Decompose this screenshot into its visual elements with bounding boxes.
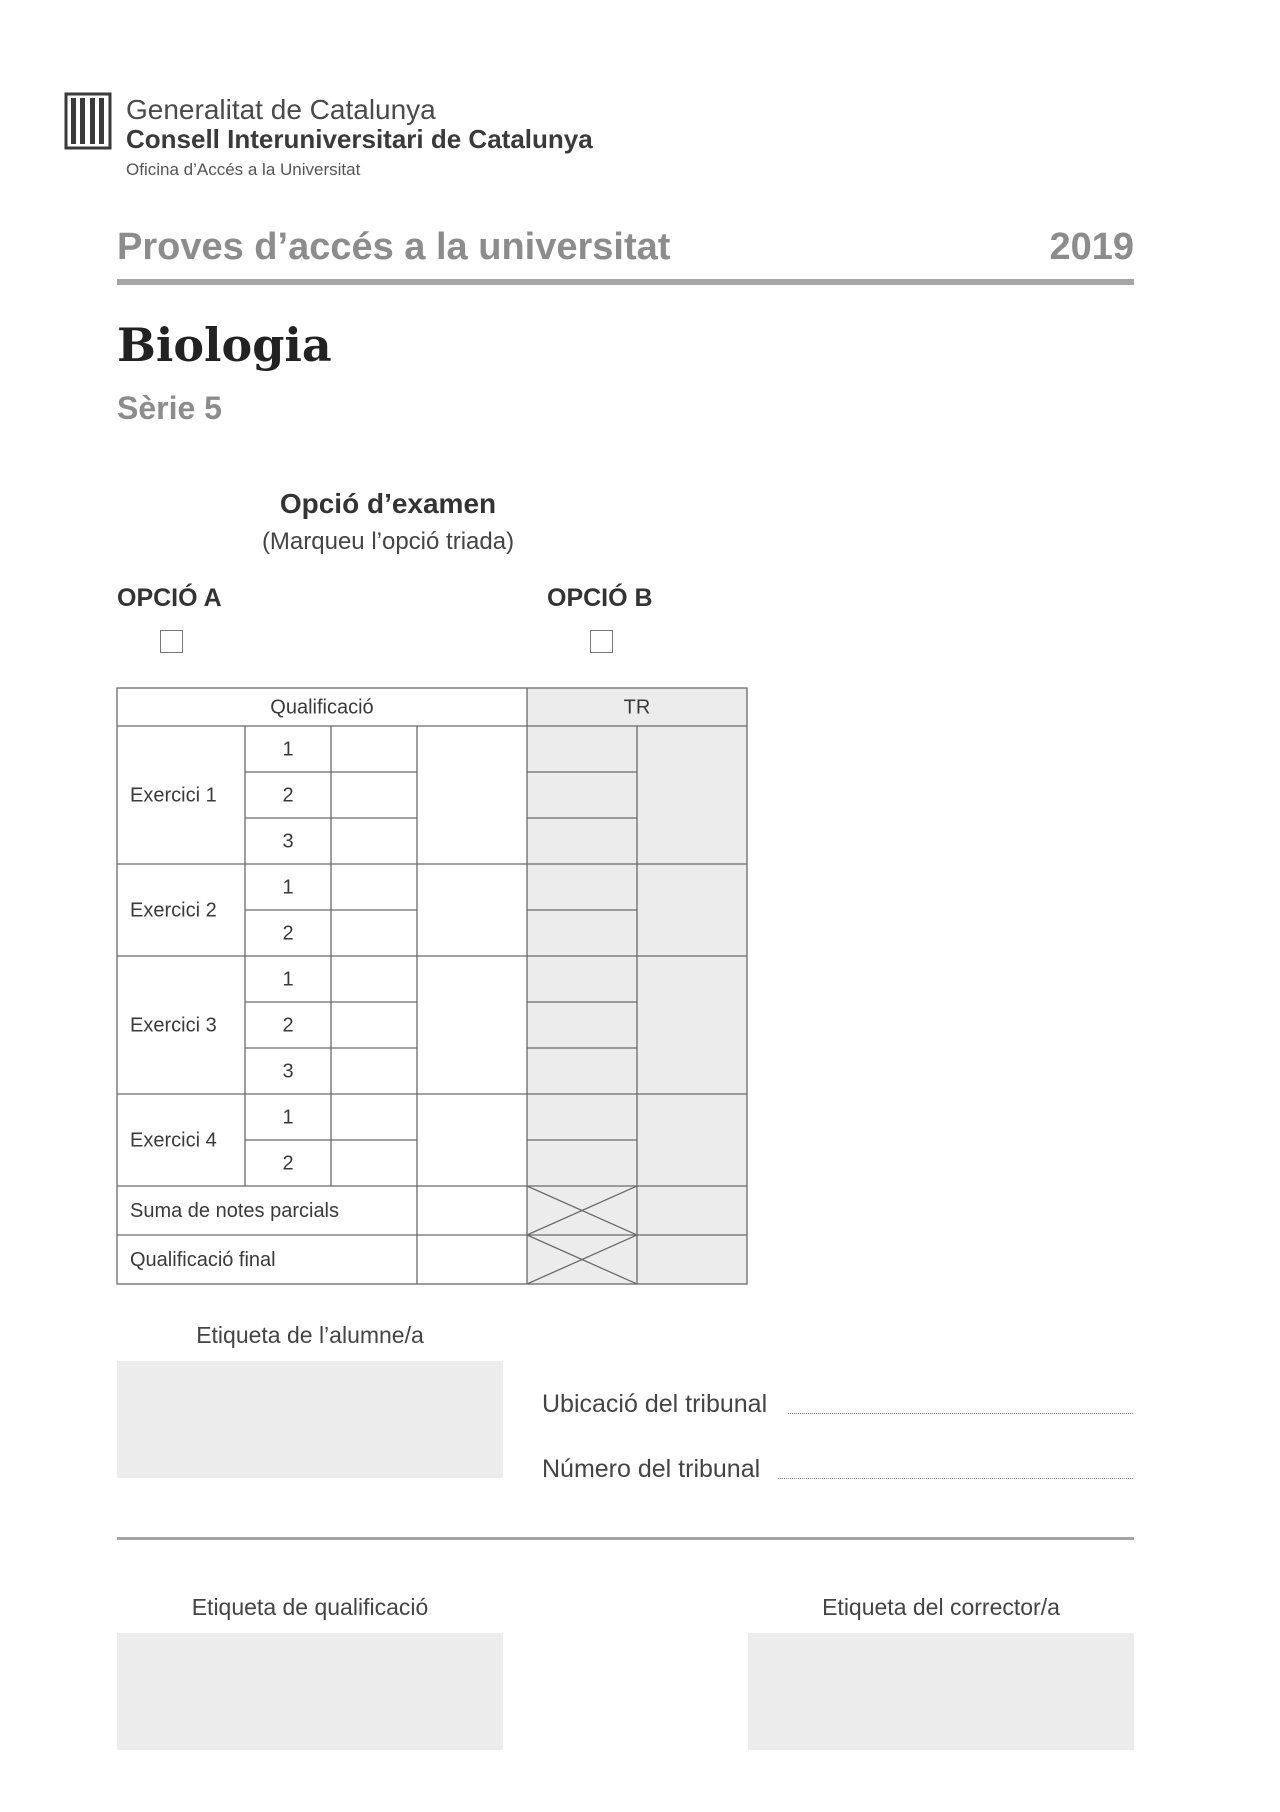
sum-label: Suma de notes parcials — [130, 1199, 340, 1222]
option-b-label: OPCIÓ B — [547, 584, 653, 612]
series-label: Sèrie 5 — [117, 390, 222, 426]
part-number: 1 — [282, 1106, 294, 1129]
exercise-label: Exercici 4 — [130, 1129, 217, 1152]
grade-label-box — [117, 1633, 503, 1750]
header-tr: TR — [623, 696, 651, 719]
exercise-label: Exercici 1 — [130, 784, 217, 807]
part-score-cell[interactable] — [333, 1004, 415, 1046]
part-score-cell[interactable] — [333, 820, 415, 862]
exam-title: Proves d’accés a la universitat — [117, 226, 671, 268]
option-instructions: (Marqueu l’opció triada) — [261, 528, 515, 555]
org-name-generalitat: Generalitat de Catalunya — [126, 94, 436, 125]
part-score-cell[interactable] — [333, 774, 415, 816]
exam-year: 2019 — [1049, 226, 1134, 268]
part-number: 1 — [282, 738, 294, 761]
exercise-label: Exercici 3 — [130, 1014, 217, 1037]
tribunal-number-label: Número del tribunal — [542, 1455, 761, 1483]
part-number: 2 — [282, 922, 294, 945]
part-score-cell[interactable] — [333, 958, 415, 1000]
corrector-label-box — [748, 1633, 1134, 1750]
part-score-cell[interactable] — [333, 912, 415, 954]
subject-title: Biologia — [117, 318, 332, 372]
student-label-title: Etiqueta de l’alumne/a — [196, 1322, 424, 1348]
org-name-oficina: Oficina d’Accés a la Universitat — [126, 160, 361, 179]
exercise-label: Exercici 2 — [130, 899, 217, 922]
org-name-consell: Consell Interuniversitari de Catalunya — [126, 124, 593, 154]
part-number: 1 — [282, 876, 294, 899]
part-score-cell[interactable] — [333, 1050, 415, 1092]
part-number: 1 — [282, 968, 294, 991]
tribunal-number-field[interactable] — [778, 1478, 1133, 1479]
part-number: 2 — [282, 1152, 294, 1175]
part-score-cell[interactable] — [333, 1142, 415, 1184]
part-score-cell[interactable] — [333, 866, 415, 908]
student-label-box — [117, 1361, 503, 1478]
part-number: 3 — [282, 830, 294, 853]
section-divider — [117, 1537, 1134, 1540]
grade-label-title: Etiqueta de qualificació — [191, 1594, 429, 1620]
tribunal-location-field[interactable] — [788, 1413, 1133, 1414]
part-number: 2 — [282, 784, 294, 807]
part-score-cell[interactable] — [333, 728, 415, 770]
corrector-label-title: Etiqueta del corrector/a — [822, 1594, 1060, 1620]
final-label: Qualificació final — [130, 1248, 276, 1271]
tribunal-location-label: Ubicació del tribunal — [542, 1390, 768, 1418]
option-a-label: OPCIÓ A — [117, 584, 222, 612]
part-number: 3 — [282, 1060, 294, 1083]
option-heading: Opció d’examen — [279, 488, 497, 519]
part-score-cell[interactable] — [333, 1096, 415, 1138]
part-number: 2 — [282, 1014, 294, 1037]
header-qualificacio: Qualificació — [270, 696, 374, 719]
